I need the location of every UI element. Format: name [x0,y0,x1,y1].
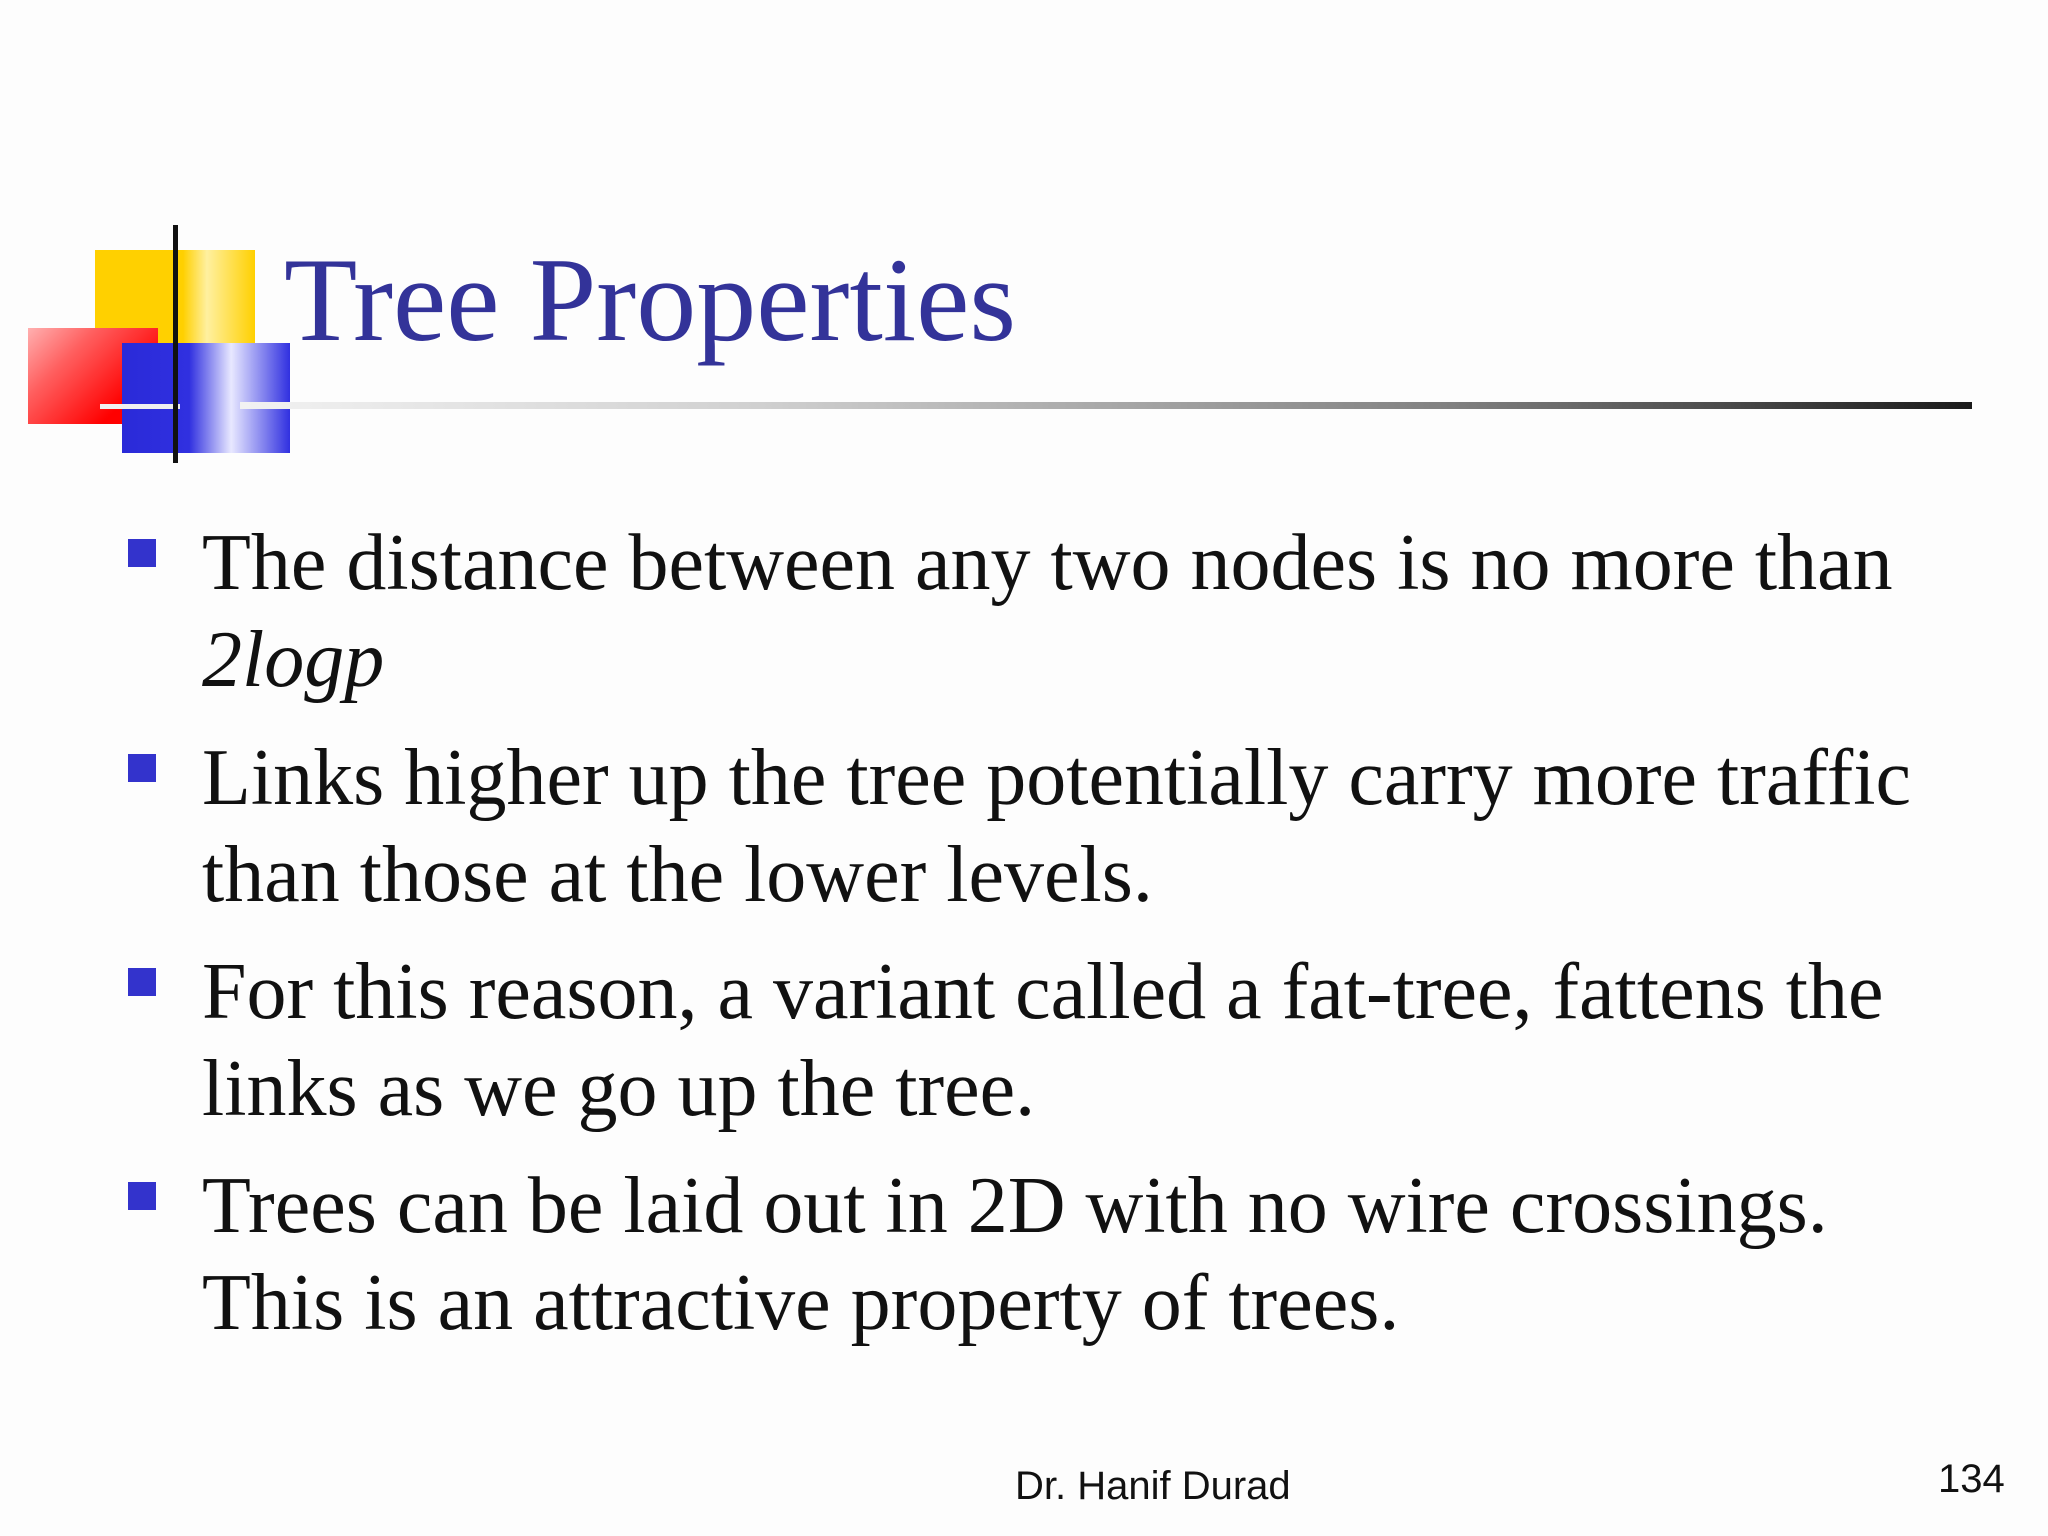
bullet-text [202,944,1962,1138]
bullet-line: Links higher up the tree potentially carry more traffic [202,734,1911,822]
bullet-text [202,730,1962,924]
bullet-line: For this reason, a variant called a fat-tree, fattens the [202,948,1884,1036]
bullet-text [202,515,1962,709]
bullet-line: This is an attractive property of trees. [202,1259,1400,1347]
bullet-line: Trees can be laid out in 2D with no wire crossings. [202,1162,1828,1250]
slide-title: Tree Properties [284,233,1017,366]
bullet-text [202,1158,1962,1352]
bullet-line: The distance between any two nodes is no more than [202,519,1893,607]
bullet-line: than those at the lower levels. [202,831,1153,919]
bullet-line-formula: 2logp [202,616,385,704]
footer-author: Dr. Hanif Durad [1015,1464,1291,1508]
square-bullet-icon [128,754,156,782]
bullet-line: links as we go up the tree. [202,1045,1036,1133]
square-bullet-icon [128,1182,156,1210]
square-bullet-icon [128,539,156,567]
square-bullet-icon [128,968,156,996]
page-number: 134 [1938,1457,2005,1501]
